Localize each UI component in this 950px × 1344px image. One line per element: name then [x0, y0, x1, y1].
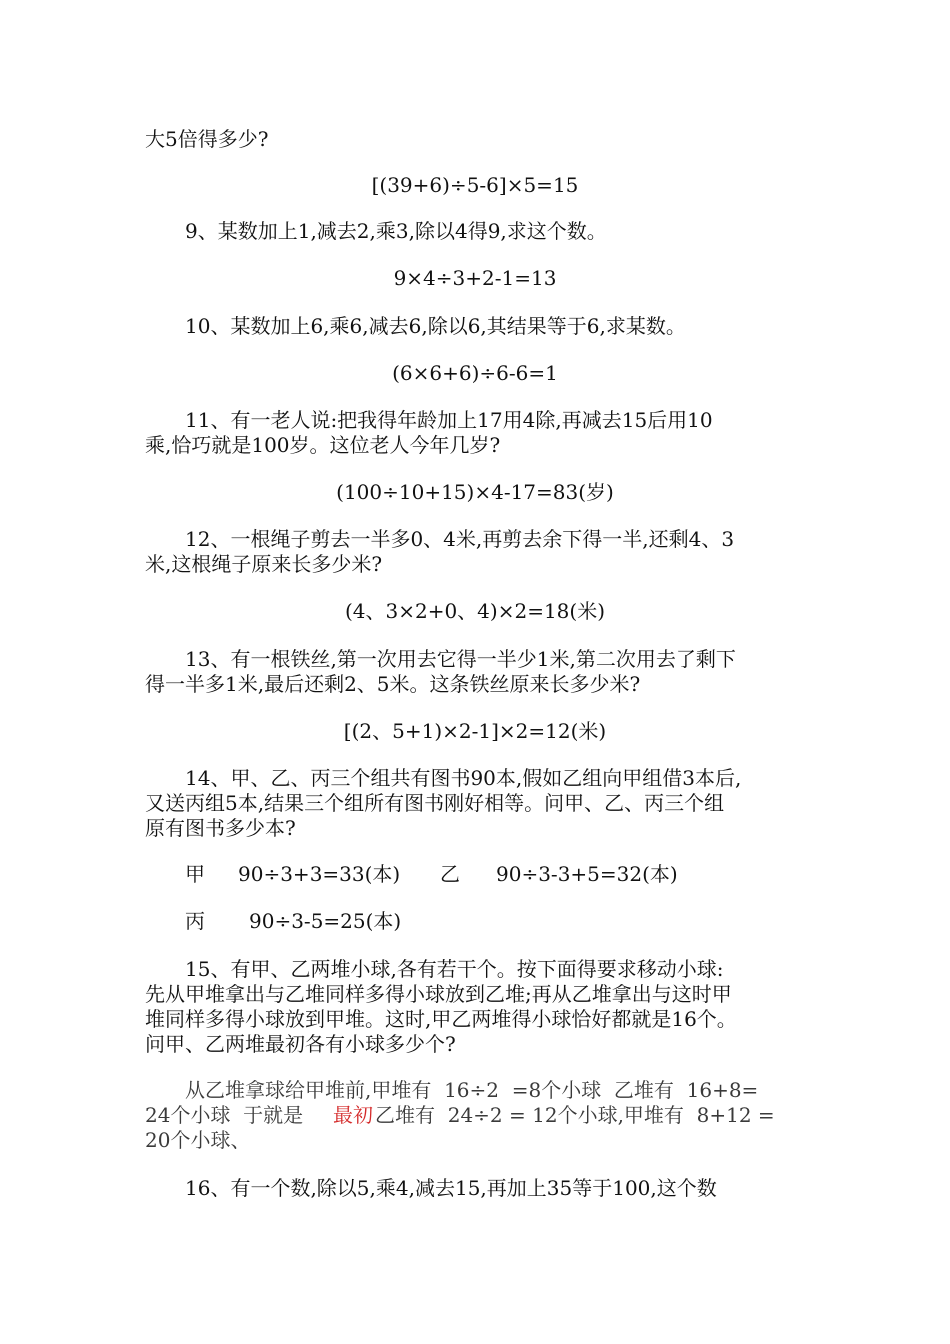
solution-15-line-3: 20个小球、 [145, 1128, 251, 1152]
equation: [(39+6)÷5-6]×5=15 [371, 173, 579, 197]
problem-15-line-4: 问甲、乙两堆最初各有小球多少个? [145, 1032, 456, 1056]
equation: (6×6+6)÷6-6=1 [392, 361, 558, 385]
problem-14-line-2: 又送丙组5本,结果三个组所有图书刚好相等。问甲、乙、丙三个组 [145, 791, 725, 815]
problem-15-line-2: 先从甲堆拿出与乙堆同样多得小球放到乙堆;再从乙堆拿出与这时甲 [145, 982, 732, 1006]
problem-13-line-2: 得一半多1米,最后还剩2、5米。这条铁丝原来长多少米? [145, 672, 641, 696]
equation: (100÷10+15)×4-17=83(岁) [336, 480, 614, 504]
answer-label-yi: 乙 [440, 862, 460, 886]
text-line: 大5倍得多少? [145, 127, 269, 151]
equation: (4、3×2+0、4)×2=18(米) [344, 599, 606, 623]
problem-14-line-3: 原有图书多少本? [145, 816, 296, 840]
problem-9: 9、某数加上1,减去2,乘3,除以4得9,求这个数。 [185, 219, 607, 243]
problem-11-line-2: 乘,恰巧就是100岁。这位老人今年几岁? [145, 433, 501, 457]
problem-14-line-1: 14、甲、乙、丙三个组共有图书90本,假如乙组向甲组借3本后, [185, 766, 742, 790]
problem-11-line-1: 11、有一老人说:把我得年龄加上17用4除,再减去15后用10 [185, 408, 713, 432]
problem-12-line-1: 12、一根绳子剪去一半多0、4米,再剪去余下得一半,还剩4、3 [185, 527, 735, 551]
answer-label-bing: 丙 [185, 909, 205, 933]
problem-13-line-1: 13、有一根铁丝,第一次用去它得一半少1米,第二次用去了剩下 [185, 647, 736, 671]
solution-15-line-1: 从乙堆拿球给甲堆前,甲堆有 16÷2 =8个小球 乙堆有 16+8= [185, 1078, 759, 1102]
problem-12-line-2: 米,这根绳子原来长多少米? [145, 552, 383, 576]
problem-10: 10、某数加上6,乘6,减去6,除以6,其结果等于6,求某数。 [185, 314, 686, 338]
answer-jia: 90÷3+3=33(本) [238, 862, 401, 886]
equation: [(2、5+1)×2-1]×2=12(米) [343, 719, 607, 743]
equation: 9×4÷3+2-1=13 [393, 266, 557, 290]
answer-yi: 90÷3-3+5=32(本) [496, 862, 678, 886]
solution-15-line-2-end: 乙堆有 24÷2 = 12个小球,甲堆有 8+12 = [375, 1103, 775, 1127]
highlight-text: 最初 [333, 1103, 373, 1127]
problem-15-line-1: 15、有甲、乙两堆小球,各有若干个。按下面得要求移动小球: [185, 957, 724, 981]
problem-16-line-1: 16、有一个数,除以5,乘4,减去15,再加上35等于100,这个数 [185, 1176, 717, 1200]
solution-15-line-2-start: 24个小球 于就是 [145, 1103, 310, 1127]
answer-bing: 90÷3-5=25(本) [249, 909, 402, 933]
answer-label-jia: 甲 [185, 862, 205, 886]
problem-15-line-3: 堆同样多得小球放到甲堆。这时,甲乙两堆得小球恰好都就是16个。 [145, 1007, 737, 1031]
